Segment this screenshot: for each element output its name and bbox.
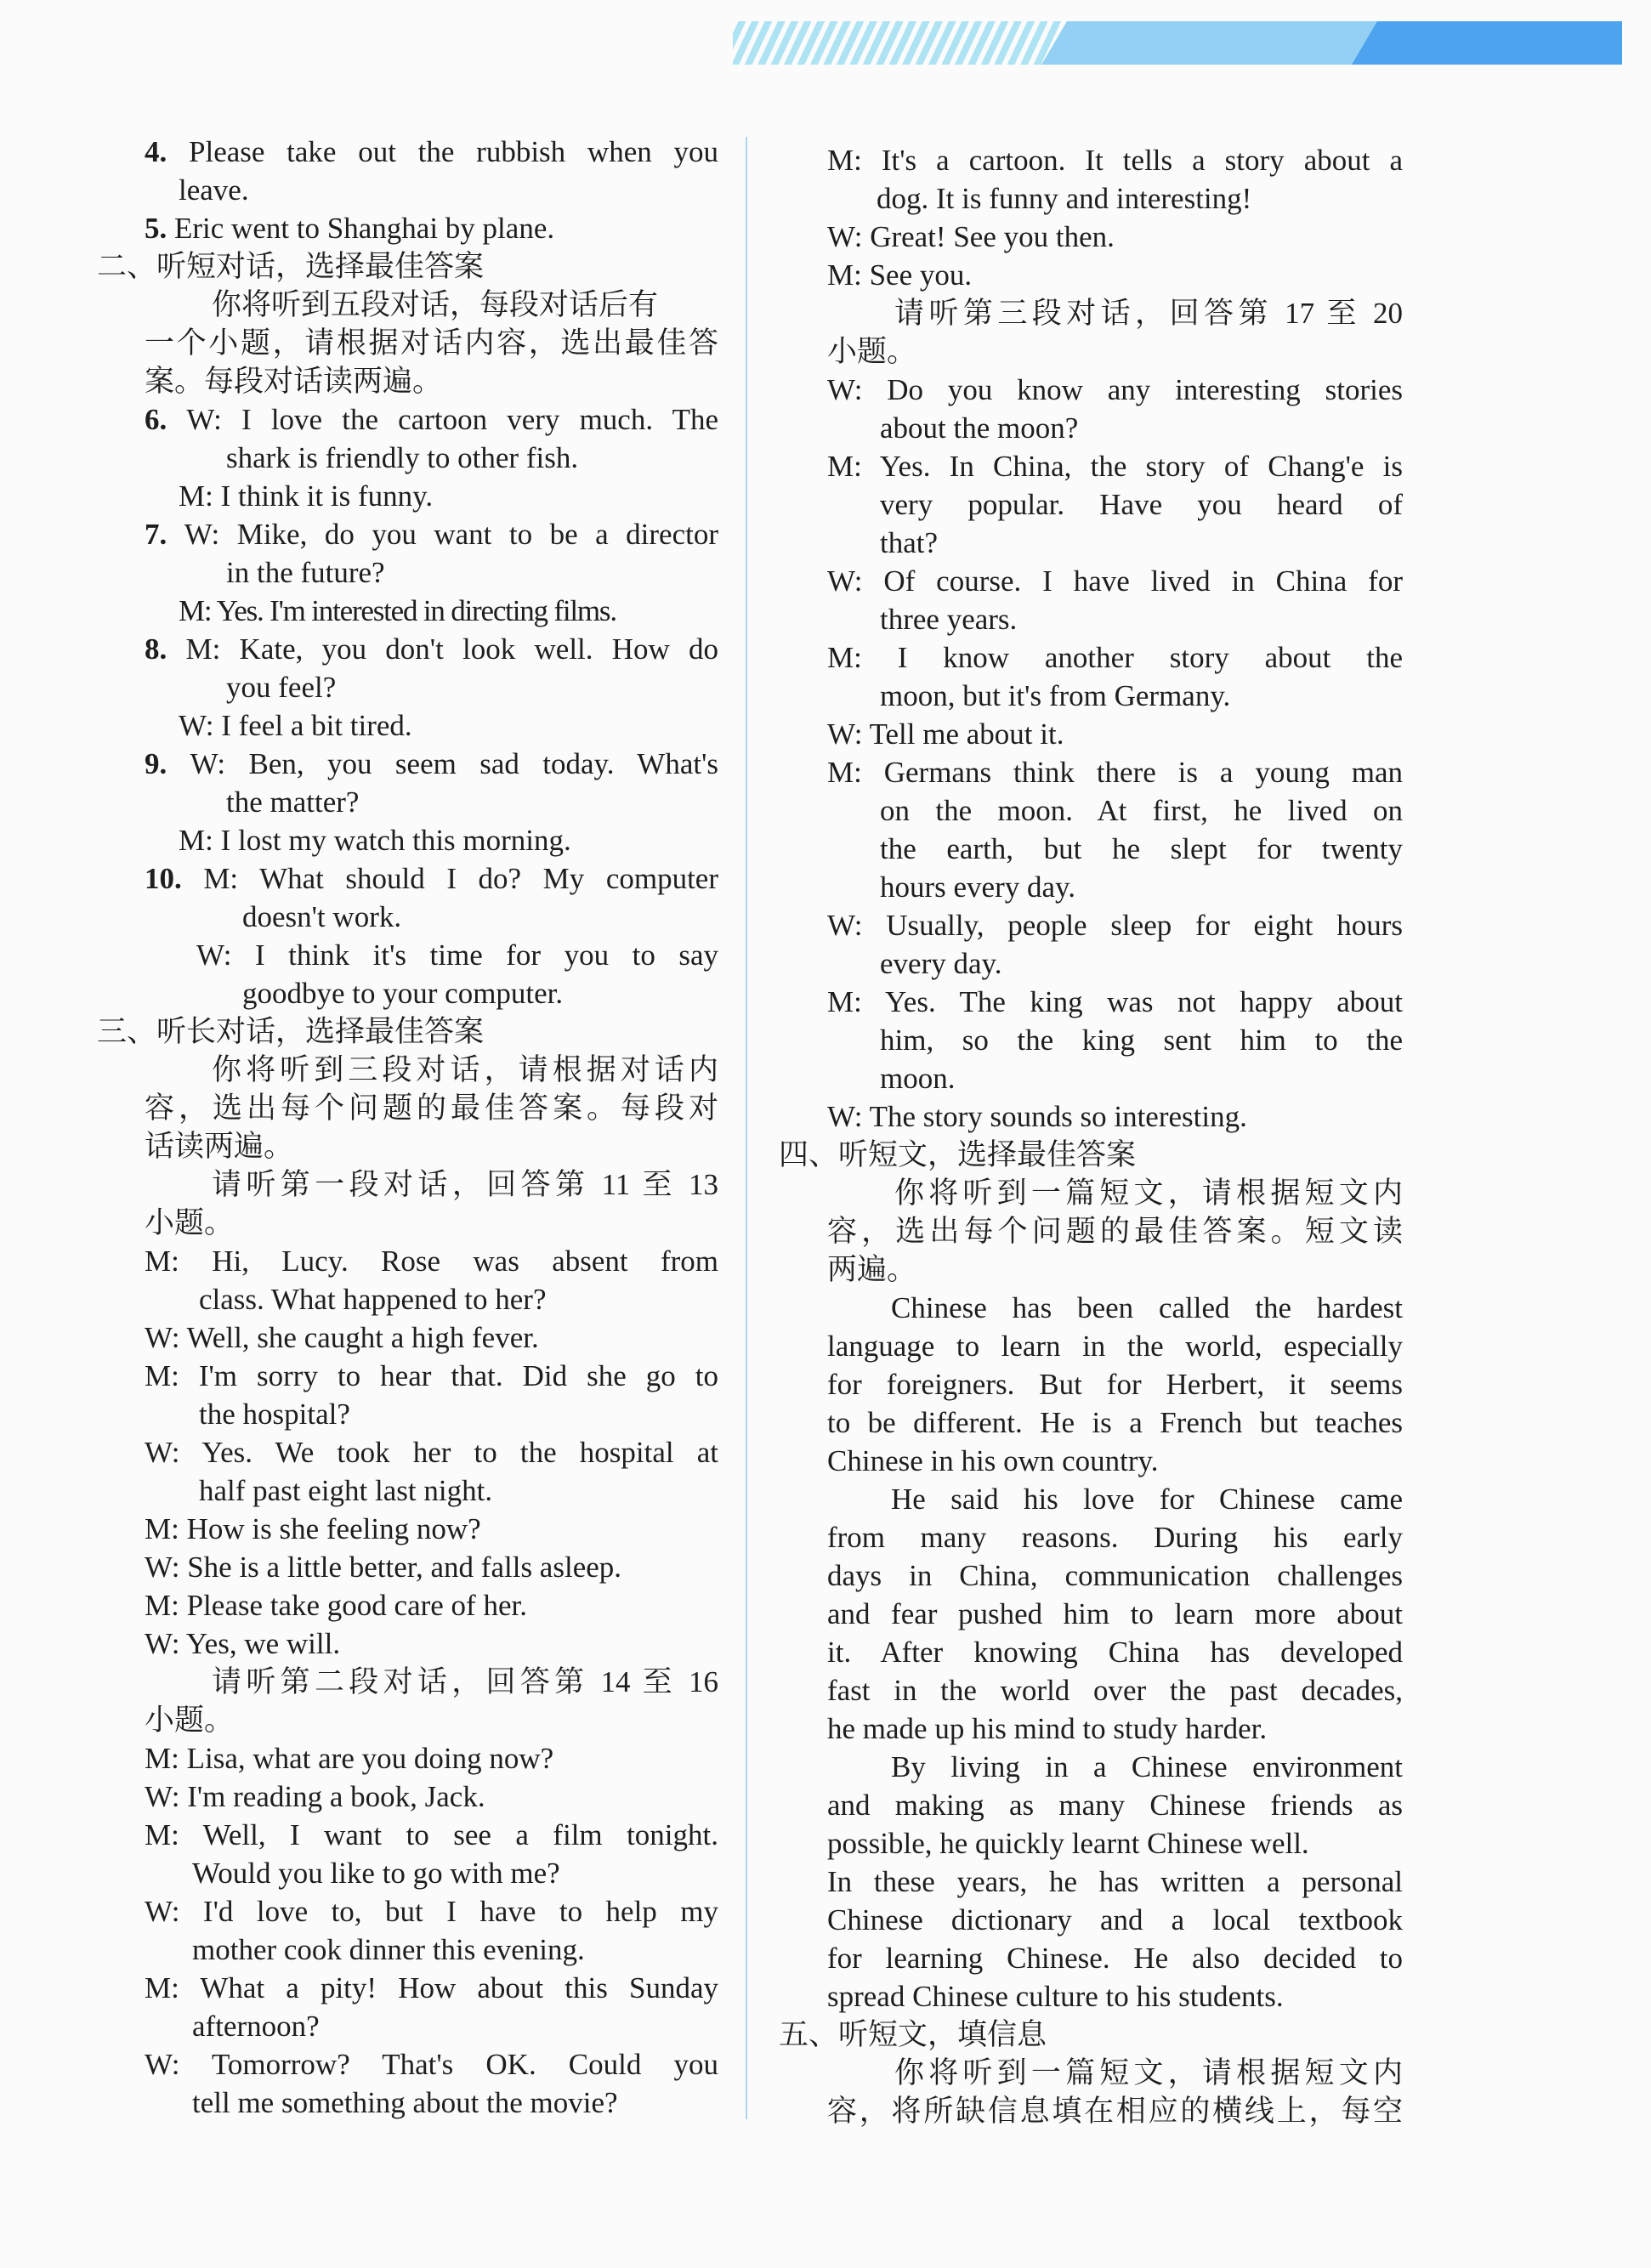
line-text: days in China, communication challenges xyxy=(827,1559,1403,1592)
text-line xyxy=(199,1471,718,1510)
text-line xyxy=(827,1901,1403,1939)
text-line xyxy=(827,1097,1403,1136)
question-number: 7. xyxy=(145,518,184,551)
line-text: W: Great! See you then. xyxy=(827,220,1115,253)
text-line xyxy=(192,2084,718,2122)
line-text: him, so the king sent him to the xyxy=(880,1023,1403,1057)
text-line xyxy=(827,1939,1403,1977)
line-text: tell me something about the movie? xyxy=(192,2086,618,2119)
line-text: W: I'd love to, but I have to help my xyxy=(145,1895,718,1928)
line-text: 请听第二段对话，回答第 14 至 16 xyxy=(212,1665,718,1698)
text-line xyxy=(827,1212,1403,1250)
line-text: fast in the world over the past decades, xyxy=(827,1674,1403,1707)
text-line xyxy=(242,974,718,1012)
text-line xyxy=(827,256,1403,294)
text-line xyxy=(827,1556,1403,1595)
line-text: W: Of course. I have lived in China for xyxy=(827,564,1403,598)
line-text: 案。每段对话读两遍。 xyxy=(145,365,443,398)
text-line xyxy=(179,477,718,515)
text-line xyxy=(145,1433,718,1471)
line-text: moon, but it's from Germany. xyxy=(880,679,1231,712)
line-text: W: Well, she caught a high fever. xyxy=(145,1321,539,1354)
text-line xyxy=(894,2054,1403,2092)
text-line xyxy=(891,1748,1403,1786)
line-text: to be different. He is a French but teaches xyxy=(827,1406,1403,1439)
line-text: 两遍。 xyxy=(827,1253,917,1286)
line-text: He said his love for Chinese came xyxy=(891,1483,1403,1516)
line-text: M: What should I do? My computer xyxy=(203,862,718,895)
line-text: possible, he quickly learnt Chinese well. xyxy=(827,1827,1309,1860)
line-text: 五、听短文，填信息 xyxy=(779,2018,1047,2051)
text-line xyxy=(212,1165,718,1204)
line-text: W: She is a little better, and falls asleep. xyxy=(145,1551,622,1584)
text-line xyxy=(145,1701,718,1739)
text-line xyxy=(894,294,1403,332)
line-text: M: I'm sorry to hear that. Did she go to xyxy=(145,1359,718,1392)
line-text: W: I think it's time for you to say xyxy=(196,938,718,972)
text-line xyxy=(145,324,718,362)
text-line xyxy=(145,1089,718,1127)
line-text: 一个小题，请根据对话内容，选出最佳答 xyxy=(145,326,718,360)
text-line xyxy=(827,1595,1403,1633)
line-text: 小题。 xyxy=(145,1206,235,1239)
text-line xyxy=(145,1586,718,1624)
text-line xyxy=(192,2007,718,2045)
text-line xyxy=(145,1548,718,1586)
line-text: afternoon? xyxy=(192,2010,320,2043)
text-line xyxy=(827,715,1403,753)
text-line xyxy=(212,1051,718,1089)
line-text: Eric went to Shanghai by plane. xyxy=(174,212,555,245)
text-line xyxy=(880,830,1403,868)
line-text: language to learn in the world, especially xyxy=(827,1330,1403,1363)
line-text: In these years, he has written a personal xyxy=(827,1865,1403,1898)
text-line xyxy=(196,936,718,974)
text-line xyxy=(827,562,1403,600)
text-line xyxy=(827,906,1403,944)
text-line xyxy=(827,1710,1403,1748)
line-text: M: Lisa, what are you doing now? xyxy=(145,1742,554,1775)
text-line xyxy=(145,745,718,783)
text-line xyxy=(880,409,1403,447)
text-line xyxy=(179,592,718,630)
line-text: about the moon? xyxy=(880,411,1079,445)
text-line xyxy=(880,524,1403,562)
line-text: class. What happened to her? xyxy=(199,1283,547,1316)
line-text: M: Please take good care of her. xyxy=(145,1589,527,1622)
line-text: W: Yes. We took her to the hospital at xyxy=(145,1436,718,1469)
text-line xyxy=(179,821,718,859)
text-line xyxy=(894,1174,1403,1212)
text-line xyxy=(877,179,1403,218)
text-line xyxy=(145,209,718,247)
line-text: for foreigners. But for Herbert, it seems xyxy=(827,1368,1403,1401)
column-divider xyxy=(746,137,747,2119)
text-line xyxy=(145,630,718,668)
text-line xyxy=(827,332,1403,371)
line-text: in the future? xyxy=(226,556,385,589)
text-line xyxy=(827,141,1403,179)
text-line xyxy=(827,218,1403,256)
line-text: goodbye to your computer. xyxy=(242,977,564,1010)
line-text: hours every day. xyxy=(880,870,1076,904)
question-number: 6. xyxy=(145,403,187,436)
line-text: and fear pushed him to learn more about xyxy=(827,1597,1403,1630)
line-text: for learning Chinese. He also decided to xyxy=(827,1942,1403,1975)
text-line xyxy=(145,1892,718,1931)
line-text: he made up his mind to study harder. xyxy=(827,1712,1268,1745)
line-text: M: I think it is funny. xyxy=(179,479,434,513)
line-text: Please take out the rubbish when you xyxy=(189,135,718,168)
line-text: M: I know another story about the xyxy=(827,641,1403,674)
line-text: M: See you. xyxy=(827,258,973,292)
text-line xyxy=(827,1327,1403,1365)
line-text: W: Usually, people sleep for eight hours xyxy=(827,909,1403,942)
line-text: M: Yes. In China, the story of Chang'e is xyxy=(827,450,1403,483)
text-line xyxy=(179,171,718,209)
text-line xyxy=(199,1280,718,1318)
line-text: W: The story sounds so interesting. xyxy=(827,1100,1247,1133)
text-line xyxy=(827,447,1403,485)
line-text: M: Yes. I'm interested in directing films. xyxy=(179,594,616,627)
line-text: M: Hi, Lucy. Rose was absent from xyxy=(145,1245,718,1278)
text-line xyxy=(145,1778,718,1816)
line-text: 容，选出每个问题的最佳答案。每段对 xyxy=(145,1091,718,1125)
line-text: W: I feel a bit tired. xyxy=(179,709,412,742)
line-text: every day. xyxy=(880,947,1002,980)
line-text: 小题。 xyxy=(145,1704,235,1737)
text-line xyxy=(145,1357,718,1395)
line-text: and making as many Chinese friends as xyxy=(827,1789,1403,1822)
line-text: 你将听到三段对话，请根据对话内 xyxy=(212,1053,718,1086)
line-text: moon. xyxy=(880,1062,956,1095)
text-line xyxy=(827,1250,1403,1289)
header-bar-light xyxy=(1041,21,1407,65)
line-text: 二、听短对话，选择最佳答案 xyxy=(97,250,485,283)
text-line xyxy=(880,1021,1403,1059)
line-text: 话读两遍。 xyxy=(145,1130,294,1163)
line-text: M: Kate, you don't look well. How do xyxy=(185,632,719,666)
text-line xyxy=(827,1518,1403,1556)
line-text: from many reasons. During his early xyxy=(827,1521,1403,1554)
line-text: 请听第一段对话，回答第 11 至 13 xyxy=(212,1168,718,1201)
line-text: 你将听到五段对话，每段对话后有 xyxy=(212,288,659,321)
text-line xyxy=(145,1739,718,1778)
text-line xyxy=(880,791,1403,830)
text-line xyxy=(827,1977,1403,2016)
text-line xyxy=(827,2092,1403,2130)
line-text: dog. It is funny and interesting! xyxy=(877,182,1252,215)
section-heading xyxy=(97,247,718,286)
section-heading xyxy=(97,1012,718,1051)
line-text: leave. xyxy=(179,173,249,207)
line-text: W: Ben, you seem sad today. What's xyxy=(190,747,719,780)
text-line xyxy=(827,1786,1403,1824)
text-line xyxy=(192,1931,718,1969)
line-text: M: I lost my watch this morning. xyxy=(179,824,571,857)
line-text: the earth, but he slept for twenty xyxy=(880,832,1403,865)
line-text: Would you like to go with me? xyxy=(192,1857,560,1890)
line-text: W: Tomorrow? That's OK. Could you xyxy=(145,2048,718,2081)
line-text: 容，将所缺信息填在相应的横线上，每空 xyxy=(827,2095,1403,2128)
section-heading xyxy=(779,2016,1403,2054)
question-number: 4. xyxy=(145,135,189,168)
question-number: 8. xyxy=(145,632,186,666)
text-line xyxy=(192,1854,718,1892)
line-text: you feel? xyxy=(226,671,337,704)
line-text: W: I love the cartoon very much. The xyxy=(186,403,719,436)
line-text: shark is friendly to other fish. xyxy=(226,441,579,474)
line-text: M: What a pity! How about this Sunday xyxy=(145,1971,718,2004)
text-line xyxy=(179,706,718,745)
text-line xyxy=(880,485,1403,524)
line-text: 你将听到一篇短文，请根据短文内 xyxy=(894,1177,1403,1210)
line-text: M: How is she feeling now? xyxy=(145,1512,481,1545)
line-text: M: Yes. The king was not happy about xyxy=(827,985,1403,1018)
header-bar-dark xyxy=(1352,21,1622,65)
text-line xyxy=(827,1824,1403,1863)
line-text: W: Tell me about it. xyxy=(827,717,1064,751)
text-line xyxy=(880,600,1403,638)
text-line xyxy=(145,515,718,553)
line-text: the matter? xyxy=(226,785,360,819)
question-number: 5. xyxy=(145,212,174,245)
line-text: 四、听短文，选择最佳答案 xyxy=(779,1138,1137,1171)
text-line xyxy=(226,439,718,477)
text-line xyxy=(880,677,1403,715)
line-text: W: Do you know any interesting stories xyxy=(827,373,1403,406)
text-line xyxy=(242,898,718,936)
text-line xyxy=(199,1395,718,1433)
line-text: very popular. Have you heard of xyxy=(880,488,1403,521)
line-text: doesn't work. xyxy=(242,900,402,933)
question-number: 9. xyxy=(145,747,190,780)
text-line xyxy=(880,1059,1403,1097)
text-line xyxy=(827,753,1403,791)
question-number: 10. xyxy=(145,862,204,895)
text-line xyxy=(226,668,718,706)
line-text: 请听第三段对话，回答第 17 至 20 xyxy=(894,297,1403,330)
line-text: three years. xyxy=(880,603,1018,636)
text-line xyxy=(145,1242,718,1280)
text-line xyxy=(212,286,718,324)
section-heading xyxy=(779,1136,1403,1174)
text-line xyxy=(212,1663,718,1701)
line-text: W: Mike, do you want to be a director xyxy=(184,518,718,551)
line-text: Chinese in his own country. xyxy=(827,1444,1159,1477)
text-line xyxy=(827,371,1403,409)
line-text: on the moon. At first, he lived on xyxy=(880,794,1403,827)
line-text: M: It's a cartoon. It tells a story about a xyxy=(827,144,1403,177)
line-text: half past eight last night. xyxy=(199,1474,493,1507)
line-text: Chinese has been called the hardest xyxy=(891,1291,1403,1324)
text-line xyxy=(145,1127,718,1165)
line-text: spread Chinese culture to his students. xyxy=(827,1980,1284,2013)
line-text: W: I'm reading a book, Jack. xyxy=(145,1780,485,1813)
line-text: mother cook dinner this evening. xyxy=(192,1933,585,1966)
text-line xyxy=(145,1510,718,1548)
text-line xyxy=(827,983,1403,1021)
text-line xyxy=(145,1969,718,2007)
text-line xyxy=(145,1816,718,1854)
text-line xyxy=(880,944,1403,983)
line-text: W: Yes, we will. xyxy=(145,1627,341,1660)
text-line xyxy=(827,638,1403,677)
text-line xyxy=(891,1480,1403,1518)
text-line xyxy=(891,1289,1403,1327)
line-text: 小题。 xyxy=(827,335,917,368)
line-text: M: Germans think there is a young man xyxy=(827,756,1403,789)
text-line xyxy=(145,859,718,898)
text-line xyxy=(827,1403,1403,1442)
text-line xyxy=(827,1863,1403,1901)
line-text: By living in a Chinese environment xyxy=(891,1750,1403,1783)
text-line xyxy=(145,1624,718,1663)
text-line xyxy=(827,1633,1403,1671)
line-text: it. After knowing China has developed xyxy=(827,1636,1403,1669)
line-text: 三、听长对话，选择最佳答案 xyxy=(97,1015,485,1048)
text-line xyxy=(145,2045,718,2084)
text-line xyxy=(145,1204,718,1242)
text-line xyxy=(145,1318,718,1357)
text-line xyxy=(145,400,718,439)
text-line xyxy=(145,362,718,400)
text-line xyxy=(880,868,1403,906)
header-stripes-decoration xyxy=(733,21,1073,65)
text-line xyxy=(226,553,718,592)
line-text: M: Well, I want to see a film tonight. xyxy=(145,1818,718,1851)
text-line xyxy=(145,133,718,171)
line-text: that? xyxy=(880,526,939,559)
line-text: Chinese dictionary and a local textbook xyxy=(827,1903,1403,1936)
text-line xyxy=(827,1671,1403,1710)
line-text: 容，选出每个问题的最佳答案。短文读 xyxy=(827,1215,1403,1248)
text-line xyxy=(226,783,718,821)
text-line xyxy=(827,1442,1403,1480)
line-text: the hospital? xyxy=(199,1398,350,1431)
line-text: 你将听到一篇短文，请根据短文内 xyxy=(894,2056,1403,2089)
text-line xyxy=(827,1365,1403,1403)
